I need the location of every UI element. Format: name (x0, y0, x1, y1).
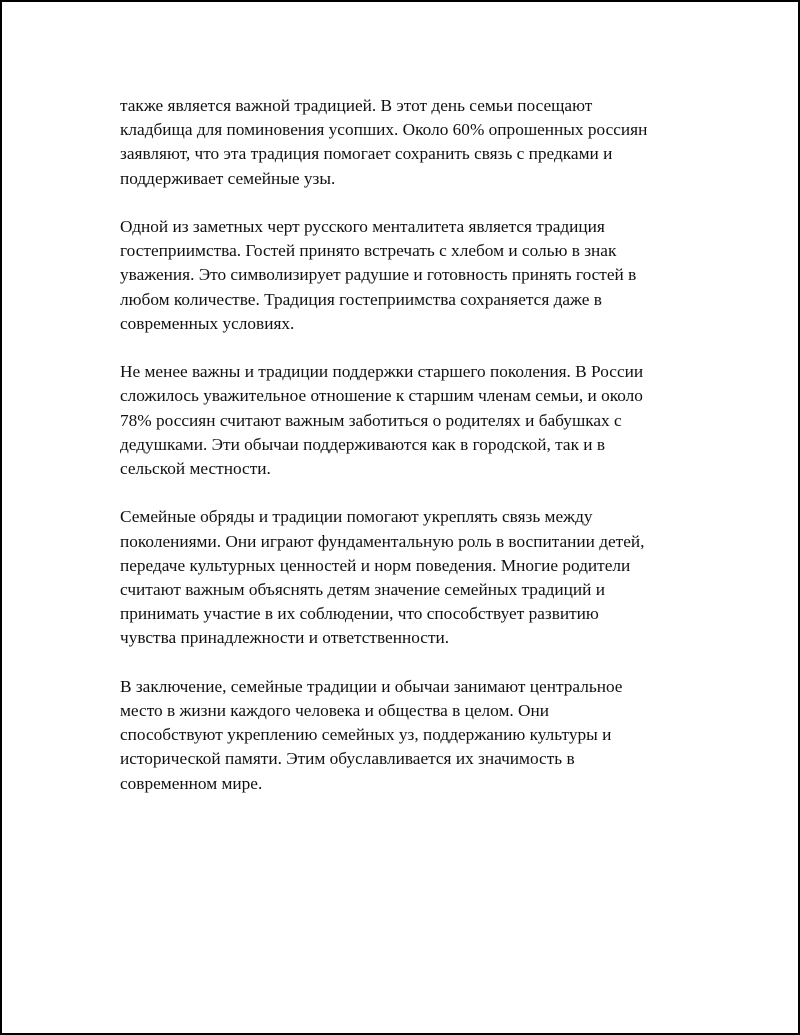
text-line: современных условиях. (120, 313, 295, 333)
text-line: гостеприимства. Гостей принято встречать с хлебом и солью в знак (120, 241, 617, 261)
text-line: способствуют укреплению семейных уз, поддержанию культуры и (120, 725, 612, 745)
text-line: дедушками. Эти обычаи поддерживаются как в городской, так и в (120, 434, 606, 454)
text-line: любом количестве. Традиция гостеприимства сохраняется даже в (120, 289, 602, 309)
text-line: чувства принадлежности и ответственности. (120, 628, 450, 648)
text-line: кладбища для поминовения усопших. Около 60% опрошенных россиян (120, 120, 648, 140)
text-line: передаче культурных ценностей и норм поведения. Многие родители (120, 555, 631, 575)
text-line: сельской местности. (120, 459, 271, 479)
text-line: поколениями. Они играют фундаментальную роль в воспитании детей, (120, 531, 645, 551)
text-line: уважения. Это символизирует радушие и готовность принять гостей в (120, 265, 637, 285)
text-line: В заключение, семейные традиции и обычаи занимают центральное (120, 676, 623, 696)
paragraph-4 (120, 505, 688, 650)
text-line: 78% россиян считают важным заботиться о родителях и бабушках с (120, 410, 622, 430)
paragraph-1 (120, 94, 688, 191)
text-line: Одной из заметных черт русского менталитета является традиция (120, 217, 605, 236)
text-line: также является важной традицией. В этот день семьи посещают (120, 96, 593, 115)
paragraph-3 (120, 360, 688, 481)
text-line: исторической памяти. Этим обуславливается их значимость в (120, 749, 575, 769)
text-line: поддерживает семейные узы. (120, 168, 336, 188)
text-line: считают важным объяснять детям значение семейных традиций и (120, 580, 605, 600)
text-line: принимать участие в их соблюдении, что способствует развитию (120, 604, 599, 624)
text-line: сложилось уважительное отношение к старшим членам семьи, и около (120, 386, 643, 406)
document-body (120, 94, 688, 820)
text-line: Семейные обряды и традиции помогают укреплять связь между (120, 507, 593, 527)
paragraph-2 (120, 215, 688, 336)
paragraph-5 (120, 675, 688, 796)
text-line: заявляют, что эта традиция помогает сохранить связь с предками и (120, 144, 613, 164)
text-line: Не менее важны и традиции поддержки старшего поколения. В России (120, 362, 644, 382)
text-line: место в жизни каждого человека и общества в целом. Они (120, 701, 550, 721)
text-line: современном мире. (120, 773, 263, 793)
